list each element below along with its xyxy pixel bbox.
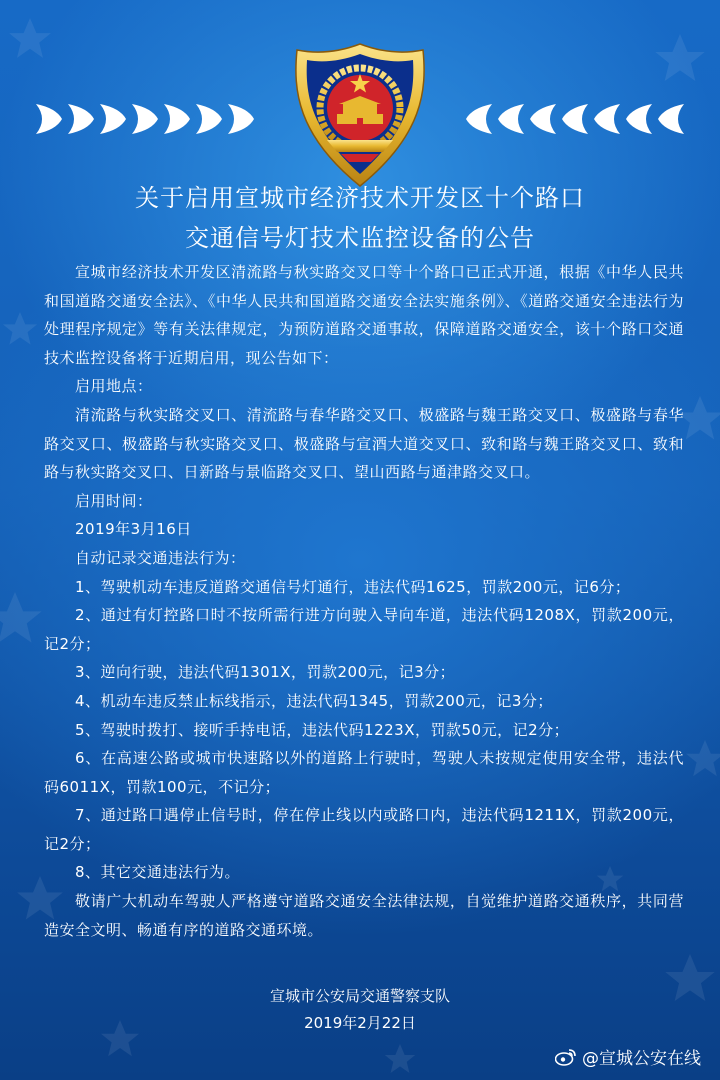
violation-item: 1、驾驶机动车违反道路交通信号灯通行，违法代码1625，罚款200元，记6分； <box>75 577 631 596</box>
police-emblem-logo <box>289 40 431 190</box>
violation-item: 7、通过路口遇停止信号时，停在停止线以内或路口内，违法代码1211X，罚款200元，记2分； <box>44 806 684 853</box>
weibo-watermark <box>555 1044 701 1069</box>
signature-date: 2019年2月22日 <box>304 1014 416 1032</box>
violation-item: 3、逆向行驶，违法代码1301X，罚款200元，记3分； <box>75 663 456 682</box>
notice-title <box>0 178 720 258</box>
locations-paragraph: 清流路与秋实路交叉口、清流路与春华路交叉口、极盛路与魏王路交叉口、极盛路与春华路交叉口、极盛路与秋实路交叉口、极盛路与宣酒大道交叉口、致和路与魏王路交叉口、致和路与秋实路交叉口、日新路与景临路交叉口、望山西路与通津路交叉口。 <box>44 405 684 482</box>
signature-department: 宣城市公安局交通警察支队 <box>269 987 450 1005</box>
time-value: 2019年3月16日 <box>75 520 192 539</box>
violation-item: 4、机动车违反禁止标线指示，违法代码1345，罚款200元，记3分； <box>75 691 553 710</box>
violation-item: 6、在高速公路或城市快速路以外的道路上行驶时，驾驶人未按规定使用安全带，违法代码6011X，罚款100元，不记分； <box>44 749 684 796</box>
closing-paragraph: 敬请广大机动车驾驶人严格遵守道路交通安全法律法规，自觉维护道路交通秩序，共同营造安全文明、畅通有序的道路交通环境。 <box>44 892 684 939</box>
violation-item: 5、驾驶时拨打、接听手持电话，违法代码1223X，罚款50元，记2分； <box>75 720 570 739</box>
title-line-1: 关于启用宣城市经济技术开发区十个路口 <box>135 184 585 212</box>
time-label: 启用时间： <box>75 491 153 510</box>
location-label: 启用地点： <box>75 377 153 396</box>
violation-item: 2、通过有灯控路口时不按所需行进方向驶入导向车道，违法代码1208X，罚款200元，记2分； <box>44 606 684 653</box>
violations-label: 自动记录交通违法行为： <box>75 548 246 567</box>
notice-body <box>44 258 684 944</box>
intro-paragraph: 宣城市经济技术开发区清流路与秋实路交叉口等十个路口已正式开通，根据《中华人民共和国道路交通安全法》、《中华人民共和国道路交通安全法实施条例》、《道路交通安全违法行为处理程序规定》等有关法律规定，为预防道路交通事故，保障道路交通安全，该十个路口交通技术监控设备将于近期启用，现公告如下： <box>44 263 684 367</box>
left-wing-ornament <box>36 98 271 140</box>
title-line-2: 交通信号灯技术监控设备的公告 <box>185 224 535 252</box>
watermark-text: @宣城公安在线 <box>582 1049 701 1069</box>
violation-item: 8、其它交通违法行为。 <box>75 863 241 882</box>
weibo-icon <box>555 1048 577 1066</box>
right-wing-ornament <box>449 98 684 140</box>
